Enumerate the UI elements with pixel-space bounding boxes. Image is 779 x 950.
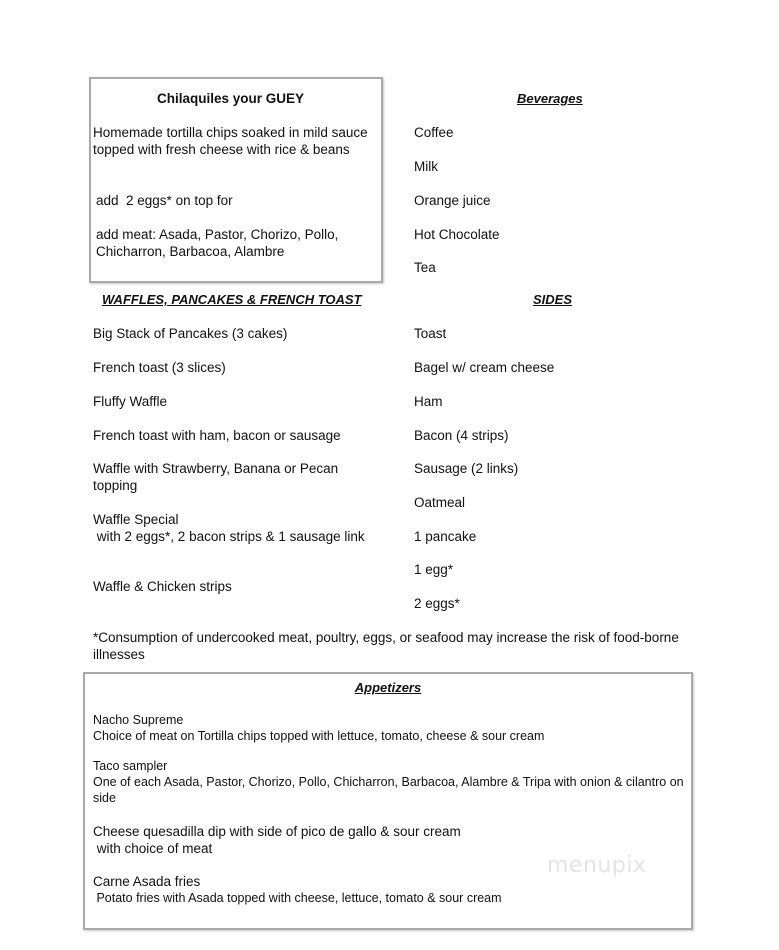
beverage-item: Tea (414, 260, 436, 275)
waffles-item: Waffle Special (93, 512, 179, 527)
waffles-heading: WAFFLES, PANCAKES & FRENCH TOAST (102, 292, 362, 307)
waffles-item: Waffle with Strawberry, Banana or Pecan topping (93, 461, 342, 493)
side-item: Sausage (2 links) (414, 461, 519, 476)
chilaquiles-title: Chilaquiles your GUEY (156, 91, 305, 106)
beverage-item: Coffee (414, 125, 454, 140)
beverages-heading: Beverages (517, 91, 583, 106)
side-item: Bacon (4 strips) (414, 428, 509, 443)
beverage-item: Hot Chocolate (414, 227, 500, 242)
waffles-item: French toast (3 slices) (93, 360, 226, 375)
waffles-item-detail: with 2 eggs*, 2 bacon strips & 1 sausage link (93, 529, 365, 544)
appetizer-detail: Choice of meat on Tortilla chips topped with lettuce, tomato, cheese & sour cream (93, 729, 545, 743)
waffles-item: Fluffy Waffle (93, 394, 168, 409)
waffles-item: Big Stack of Pancakes (3 cakes) (93, 326, 288, 341)
waffles-item: French toast with ham, bacon or sausage (93, 428, 341, 443)
chilaquiles-meat-option: add meat: Asada, Pastor, Chorizo, Pollo, Chicharron, Barbacoa, Alambre (96, 227, 343, 259)
disclaimer: *Consumption of undercooked meat, poultry, eggs, or seafood may increase the risk of food-borne illnesses (93, 630, 683, 662)
chilaquiles-description: Homemade tortilla chips soaked in mild sauce topped with fresh cheese with rice & beans (93, 125, 372, 157)
waffles-item: Waffle & Chicken strips (93, 579, 232, 594)
sides-heading: SIDES (533, 292, 573, 307)
side-item: 2 eggs* (414, 596, 460, 611)
appetizer-name: Cheese quesadilla dip with side of pico de gallo & sour cream (93, 824, 461, 839)
appetizers-heading: Appetizers (354, 680, 422, 695)
side-item: Oatmeal (414, 495, 466, 510)
side-item: Toast (414, 326, 447, 341)
chilaquiles-eggs-option: add 2 eggs* on top for (96, 193, 233, 208)
beverage-item: Milk (414, 159, 438, 174)
appetizer-detail: with choice of meat (93, 841, 213, 856)
appetizer-name: Taco sampler (93, 759, 168, 773)
appetizer-detail: One of each Asada, Pastor, Chorizo, Pollo, Chicharron, Barbacoa, Alambre & Tripa with onion & cilantro on side (93, 775, 684, 805)
beverage-item: Orange juice (414, 193, 491, 208)
appetizer-name: Carne Asada fries (93, 874, 201, 889)
menupix-watermark: menupix (547, 853, 647, 878)
side-item: Bagel w/ cream cheese (414, 360, 555, 375)
appetizer-detail: Potato fries with Asada topped with cheese, lettuce, tomato & sour cream (93, 891, 502, 905)
appetizer-name: Nacho Supreme (93, 713, 184, 727)
side-item: 1 egg* (414, 562, 454, 577)
side-item: 1 pancake (414, 529, 477, 544)
side-item: Ham (414, 394, 443, 409)
